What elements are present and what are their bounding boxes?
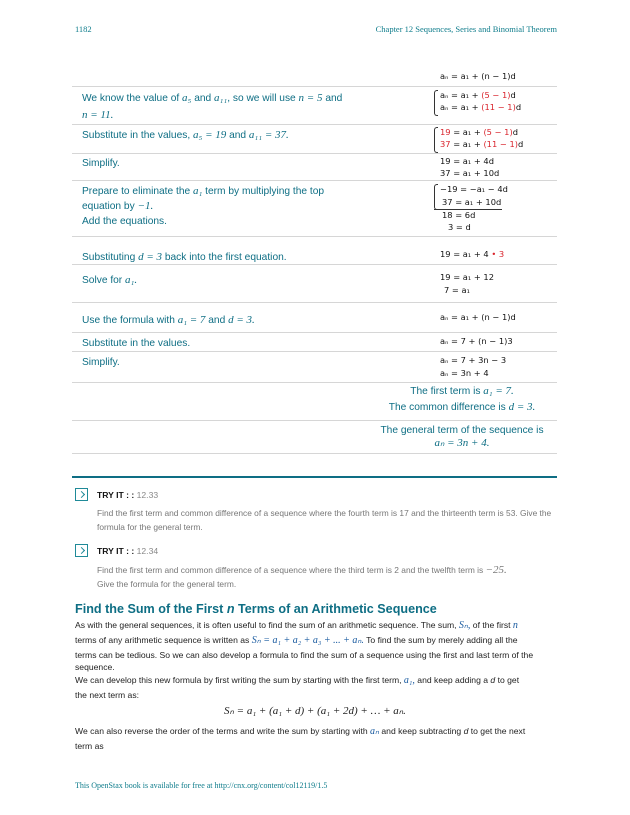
- divider: [72, 302, 557, 303]
- divider: [72, 153, 557, 154]
- divider: [72, 332, 557, 333]
- try-it-text: Find the first term and common difference of a sequence where the third term is 2 and the twelfth term is −25. Give the formula for the general term.: [97, 564, 507, 589]
- equation: 19 = a₁ + (5 − 1)d: [440, 127, 518, 137]
- divider: [72, 382, 557, 383]
- conclusion-first-term: The first term is a₁ = 7.: [410, 385, 514, 397]
- divider: [72, 124, 557, 125]
- divider: [72, 180, 557, 181]
- equation: 37 = a₁ + (11 − 1)d: [440, 139, 524, 149]
- top-formula: aₙ = a₁ + (n − 1)d: [440, 71, 516, 81]
- step-text: Substitute in the values, a₅ = 19 and a₁₁ = 37.: [82, 129, 289, 141]
- equation: aₙ = 7 + 3n − 3: [440, 355, 507, 365]
- conclusion-general-term: The general term of the sequence is aₙ = 3n + 4.: [380, 425, 544, 449]
- section-separator: [72, 476, 557, 478]
- chevron-right-icon[interactable]: [75, 488, 88, 501]
- divider: [72, 351, 557, 352]
- equation: aₙ = 3n + 4: [440, 368, 489, 378]
- equation: aₙ = 7 + (n − 1)3: [440, 336, 513, 346]
- brace: [434, 184, 438, 210]
- equation: 18 = 6d: [442, 210, 476, 220]
- footer-note: This OpenStax book is available for free at http://cnx.org/content/col12119/1.5: [75, 781, 328, 790]
- paragraph: As with the general sequences, it is often useful to find the sum of an arithmetic sequence. The sum, Sₙ, of the first n terms of any arithmetic sequence is written as Sₙ = a₁ + a₂ + a₃ + ... + aₙ. To find the sum by merely adding all the terms can be tedious. So we can also develop a formula to find the sum of a sequence using the first and last term of the sequence.: [75, 620, 534, 672]
- brace: [434, 127, 438, 153]
- divider: [72, 420, 557, 421]
- step-text: Prepare to eliminate the a₁ term by multiplying the top equation by −1. Add the equations.: [82, 185, 325, 227]
- equation: aₙ = a₁ + (n − 1)d: [440, 312, 516, 322]
- section-heading: Find the Sum of the First n Terms of an Arithmetic Sequence: [75, 602, 437, 616]
- divider: [72, 264, 557, 265]
- step-text: Substitute in the values.: [82, 338, 191, 349]
- page-number: 1182: [75, 24, 92, 34]
- equation: 19 = a₁ + 4d: [440, 156, 494, 166]
- step-text: Substituting d = 3 back into the first equation.: [82, 251, 287, 263]
- try-it-title: TRY IT : : 12.34: [97, 546, 159, 556]
- try-it-text: Find the first term and common difference of a sequence where the fourth term is 17 and the thirteenth term is 53. Give the formula for the general term.: [97, 508, 552, 532]
- divider: [72, 86, 557, 87]
- equation: 37 = a₁ + 10d: [440, 168, 500, 178]
- divider: [72, 453, 557, 454]
- display-equation: Sₙ = a₁ + (a₁ + d) + (a₁ + 2d) + … + aₙ.: [224, 705, 406, 717]
- equation: 3 = d: [448, 222, 471, 232]
- try-it-title: TRY IT : : 12.33: [97, 490, 159, 500]
- step-text: Use the formula with a₁ = 7 and d = 3.: [82, 314, 255, 326]
- divider: [72, 236, 557, 237]
- brace: [434, 90, 438, 116]
- equation: 7 = a₁: [444, 285, 470, 295]
- paragraph: We can also reverse the order of the terms and write the sum by starting with aₙ and keep subtracting d to get the next term as: [75, 726, 526, 751]
- equation: aₙ = a₁ + (11 − 1)d: [440, 102, 522, 112]
- chevron-right-icon[interactable]: [75, 544, 88, 557]
- equation: 37 = a₁ + 10d: [442, 197, 502, 207]
- step-text: We know the value of a₅ and a₁₁, so we will use n = 5 and n = 11.: [82, 92, 343, 121]
- step-text: Simplify.: [82, 357, 120, 368]
- chapter-title: Chapter 12 Sequences, Series and Binomial Theorem: [375, 24, 557, 34]
- conclusion-common-difference: The common difference is d = 3.: [388, 401, 536, 413]
- equation: −19 = −a₁ − 4d: [440, 184, 508, 194]
- equation: 19 = a₁ + 12: [440, 272, 494, 282]
- step-text: Solve for a₁.: [82, 274, 138, 286]
- equation: aₙ = a₁ + (5 − 1)d: [440, 90, 516, 100]
- equation: 19 = a₁ + 4 • 3: [440, 249, 505, 259]
- step-text: Simplify.: [82, 158, 120, 169]
- paragraph: We can develop this new formula by first writing the sum by starting with the first term, a₁, and keep adding a d to get the next term as:: [75, 675, 520, 700]
